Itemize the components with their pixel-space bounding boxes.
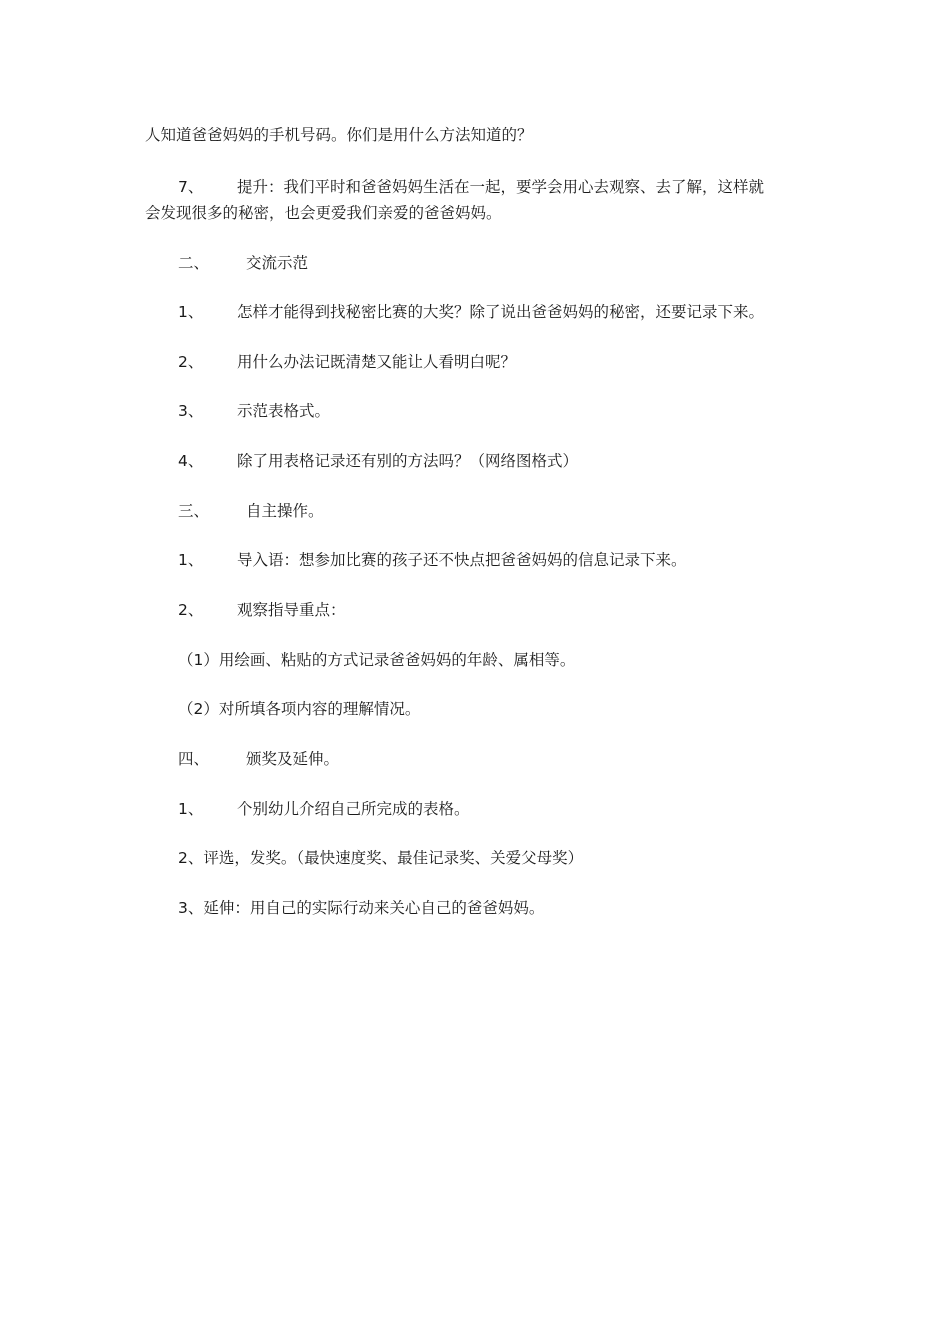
section2-item1-number: 1、: [178, 303, 204, 321]
section3-subitem2: （2）对所填各项内容的理解情况。: [178, 700, 421, 718]
item7-number: 7、: [178, 178, 204, 196]
section2-item4-text: 除了用表格记录还有别的方法吗？（网络图格式）: [237, 452, 579, 470]
section3-number: 三、: [178, 502, 210, 520]
section2-item1-text: 怎样才能得到找秘密比赛的大奖？除了说出爸爸妈妈的秘密，还要记录下来。: [237, 303, 765, 321]
section2-number: 二、: [178, 254, 210, 272]
item7-text-line2: 会发现很多的秘密，也会更爱我们亲爱的爸爸妈妈。: [145, 204, 502, 222]
section4-item2: 2、评选，发奖。（最快速度奖、最佳记录奖、关爱父母奖）: [178, 849, 584, 867]
section4-item3: 3、延伸：用自己的实际行动来关心自己的爸爸妈妈。: [178, 899, 545, 917]
section2-title: 交流示范: [246, 254, 309, 272]
section2-item4-number: 4、: [178, 452, 204, 470]
section2-item3-number: 3、: [178, 402, 204, 420]
section3-item2-text: 观察指导重点：: [237, 601, 346, 619]
section3-title: 自主操作。: [246, 502, 324, 520]
section3-item2-number: 2、: [178, 601, 204, 619]
intro-continuation: 人知道爸爸妈妈的手机号码。你们是用什么方法知道的？: [145, 126, 533, 144]
section4-item1-number: 1、: [178, 800, 204, 818]
section2-item2-text: 用什么办法记既清楚又能让人看明白呢？: [237, 353, 517, 371]
section4-number: 四、: [178, 750, 210, 768]
section3-subitem1: （1）用绘画、粘贴的方式记录爸爸妈妈的年龄、属相等。: [178, 651, 576, 669]
section2-item3-text: 示范表格式。: [237, 402, 331, 420]
section3-item1-number: 1、: [178, 551, 204, 569]
section2-item2-number: 2、: [178, 353, 204, 371]
section4-title: 颁奖及延伸。: [246, 750, 340, 768]
section4-item1-text: 个别幼儿介绍自己所完成的表格。: [237, 800, 470, 818]
section3-item1-text: 导入语：想参加比赛的孩子还不快点把爸爸妈妈的信息记录下来。: [237, 551, 687, 569]
item7-text-line1: 提升：我们平时和爸爸妈妈生活在一起，要学会用心去观察、去了解，这样就: [237, 178, 765, 196]
